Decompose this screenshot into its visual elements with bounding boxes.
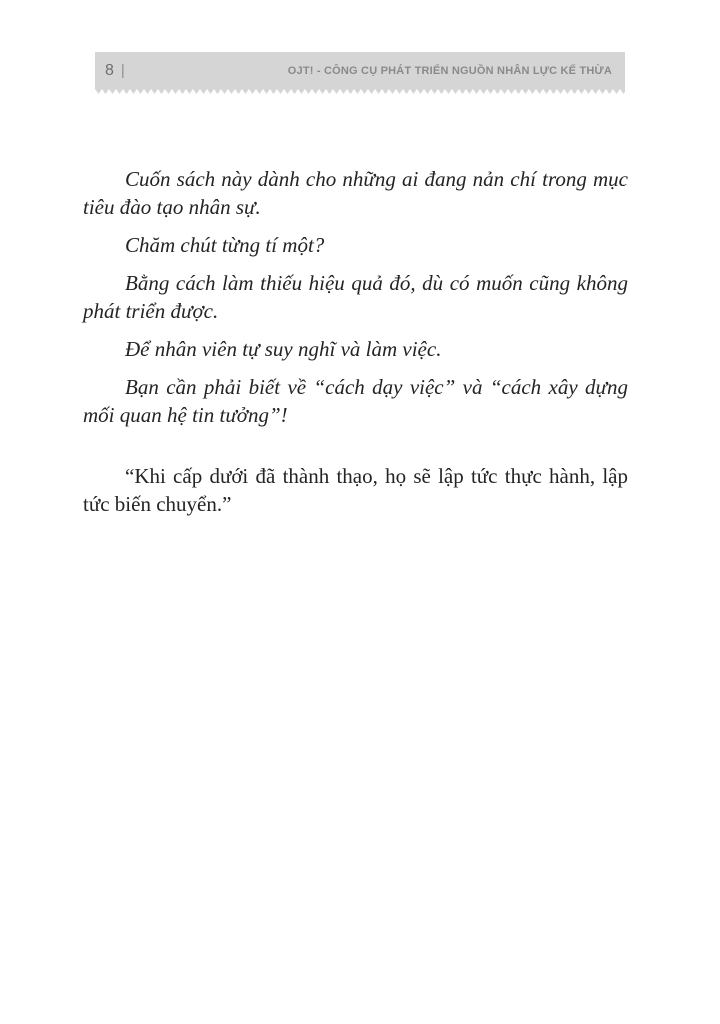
running-title: OJT! - CÔNG CỤ PHÁT TRIỂN NGUỒN NHÂN LỰC KẾ THỪA	[287, 64, 612, 77]
page-number-group	[105, 62, 125, 80]
paragraph: Chăm chút từng tí một?	[125, 233, 325, 257]
paragraph: Cuốn sách này dành cho những ai đang nản chí trong mục tiêu đào tạo nhân sự.	[83, 167, 628, 219]
paragraph: “Khi cấp dưới đã thành thạo, họ sẽ lập tức thực hành, lập tức biến chuyển.”	[83, 464, 628, 516]
page-header	[95, 52, 625, 89]
zigzag-edge	[95, 89, 625, 94]
paragraph: Bằng cách làm thiếu hiệu quả đó, dù có muốn cũng không phát triển được.	[83, 271, 628, 323]
page-number-separator: |	[120, 62, 125, 79]
page-number: 8	[105, 61, 114, 79]
paragraph: Bạn cần phải biết về “cách dạy việc” và “cách xây dựng mối quan hệ tin tưởng”!	[83, 375, 628, 427]
page-body	[83, 165, 628, 528]
paragraph: Để nhân viên tự suy nghĩ và làm việc.	[125, 337, 442, 361]
